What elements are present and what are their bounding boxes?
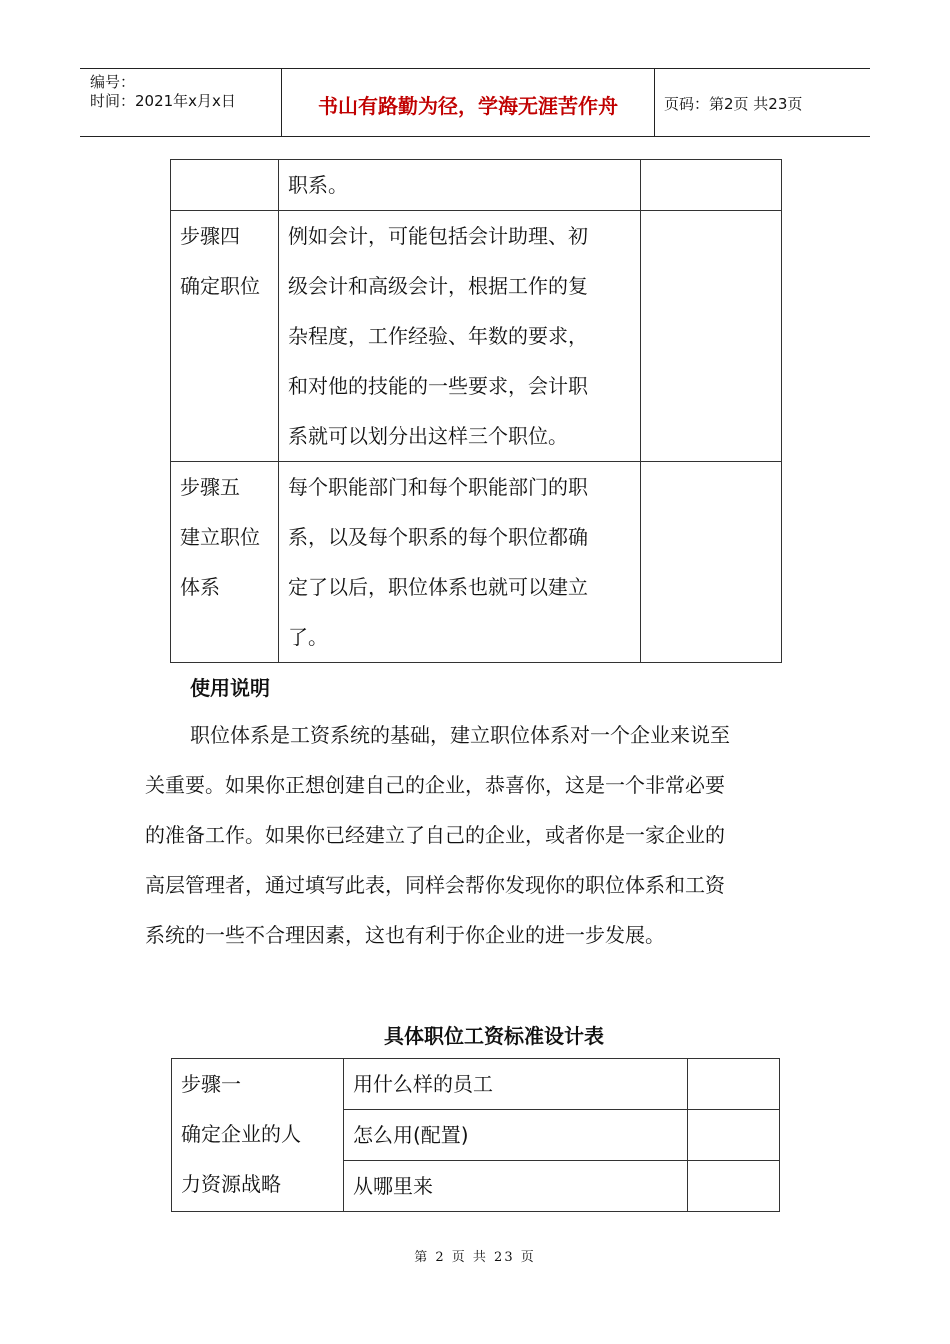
table-row xyxy=(171,462,782,663)
content-line: 定了以后，职位体系也就可以建立 xyxy=(288,575,588,599)
note-cell xyxy=(641,211,782,462)
table-row xyxy=(172,1059,780,1110)
step-line: 建立职位 xyxy=(180,525,260,549)
step-cell xyxy=(171,462,279,663)
paragraph-line: 的准备工作。如果你已经建立了自己的企业，或者你是一家企业的 xyxy=(145,823,725,847)
header-motto: 书山有路勤为径，学海无涯苦作舟 xyxy=(318,94,618,118)
header-divider-right xyxy=(654,68,655,136)
step-line: 步骤四 xyxy=(180,224,240,248)
item-cell: 怎么用(配置) xyxy=(344,1110,688,1161)
page-footer: 第 2 页 共 23 页 xyxy=(414,1250,536,1265)
note-cell xyxy=(641,462,782,663)
note-cell xyxy=(688,1059,780,1110)
content-line: 级会计和高级会计，根据工作的复 xyxy=(288,274,588,298)
content-cell xyxy=(279,462,641,663)
usage-heading: 使用说明 xyxy=(190,676,270,700)
content-line: 每个职能部门和每个职能部门的职 xyxy=(288,475,588,499)
step-cell xyxy=(172,1059,344,1212)
note-cell xyxy=(641,160,782,211)
salary-table-title: 具体职位工资标准设计表 xyxy=(384,1024,604,1048)
step-cell xyxy=(171,211,279,462)
step-line: 力资源战略 xyxy=(181,1172,281,1196)
header-number-label: 编号： xyxy=(90,73,136,91)
step-line: 步骤五 xyxy=(180,475,240,499)
content-cell xyxy=(279,160,641,211)
content-line: 杂程度，工作经验、年数的要求， xyxy=(288,324,588,348)
header-bottom-rule xyxy=(80,136,870,137)
step-line: 确定职位 xyxy=(180,274,260,298)
content-cell xyxy=(279,211,641,462)
step-line: 确定企业的人 xyxy=(181,1122,301,1146)
paragraph-line: 关重要。如果你正想创建自己的企业，恭喜你，这是一个非常必要 xyxy=(145,773,725,797)
item-cell: 用什么样的员工 xyxy=(344,1059,688,1110)
content-line: 和对他的技能的一些要求，会计职 xyxy=(288,374,588,398)
paragraph-line: 系统的一些不合理因素，这也有利于你企业的进一步发展。 xyxy=(145,923,665,947)
table-row xyxy=(171,211,782,462)
content-line: 了。 xyxy=(288,625,328,649)
paragraph-line: 职位体系是工资系统的基础，建立职位体系对一个企业来说至 xyxy=(190,723,730,747)
content-line: 系就可以划分出这样三个职位。 xyxy=(288,424,568,448)
item-cell: 从哪里来 xyxy=(344,1161,688,1212)
content-line: 例如会计，可能包括会计助理、初 xyxy=(288,224,588,248)
salary-standard-table xyxy=(171,1058,780,1212)
usage-paragraph xyxy=(145,710,825,960)
paragraph-line: 高层管理者，通过填写此表，同样会帮你发现你的职位体系和工资 xyxy=(145,873,725,897)
content-line: 职系。 xyxy=(288,173,348,197)
job-system-table xyxy=(170,159,782,663)
step-line: 步骤一 xyxy=(181,1072,241,1096)
content-line: 系，以及每个职系的每个职位都确 xyxy=(288,525,588,549)
table-row xyxy=(171,160,782,211)
note-cell xyxy=(688,1110,780,1161)
header-time-label: 时间：2021年x月x日 xyxy=(90,92,236,110)
step-line: 体系 xyxy=(180,575,220,599)
header-top-rule xyxy=(80,68,870,69)
note-cell xyxy=(688,1161,780,1212)
step-cell xyxy=(171,160,279,211)
header-page-info: 页码：第2页 共23页 xyxy=(664,95,803,113)
